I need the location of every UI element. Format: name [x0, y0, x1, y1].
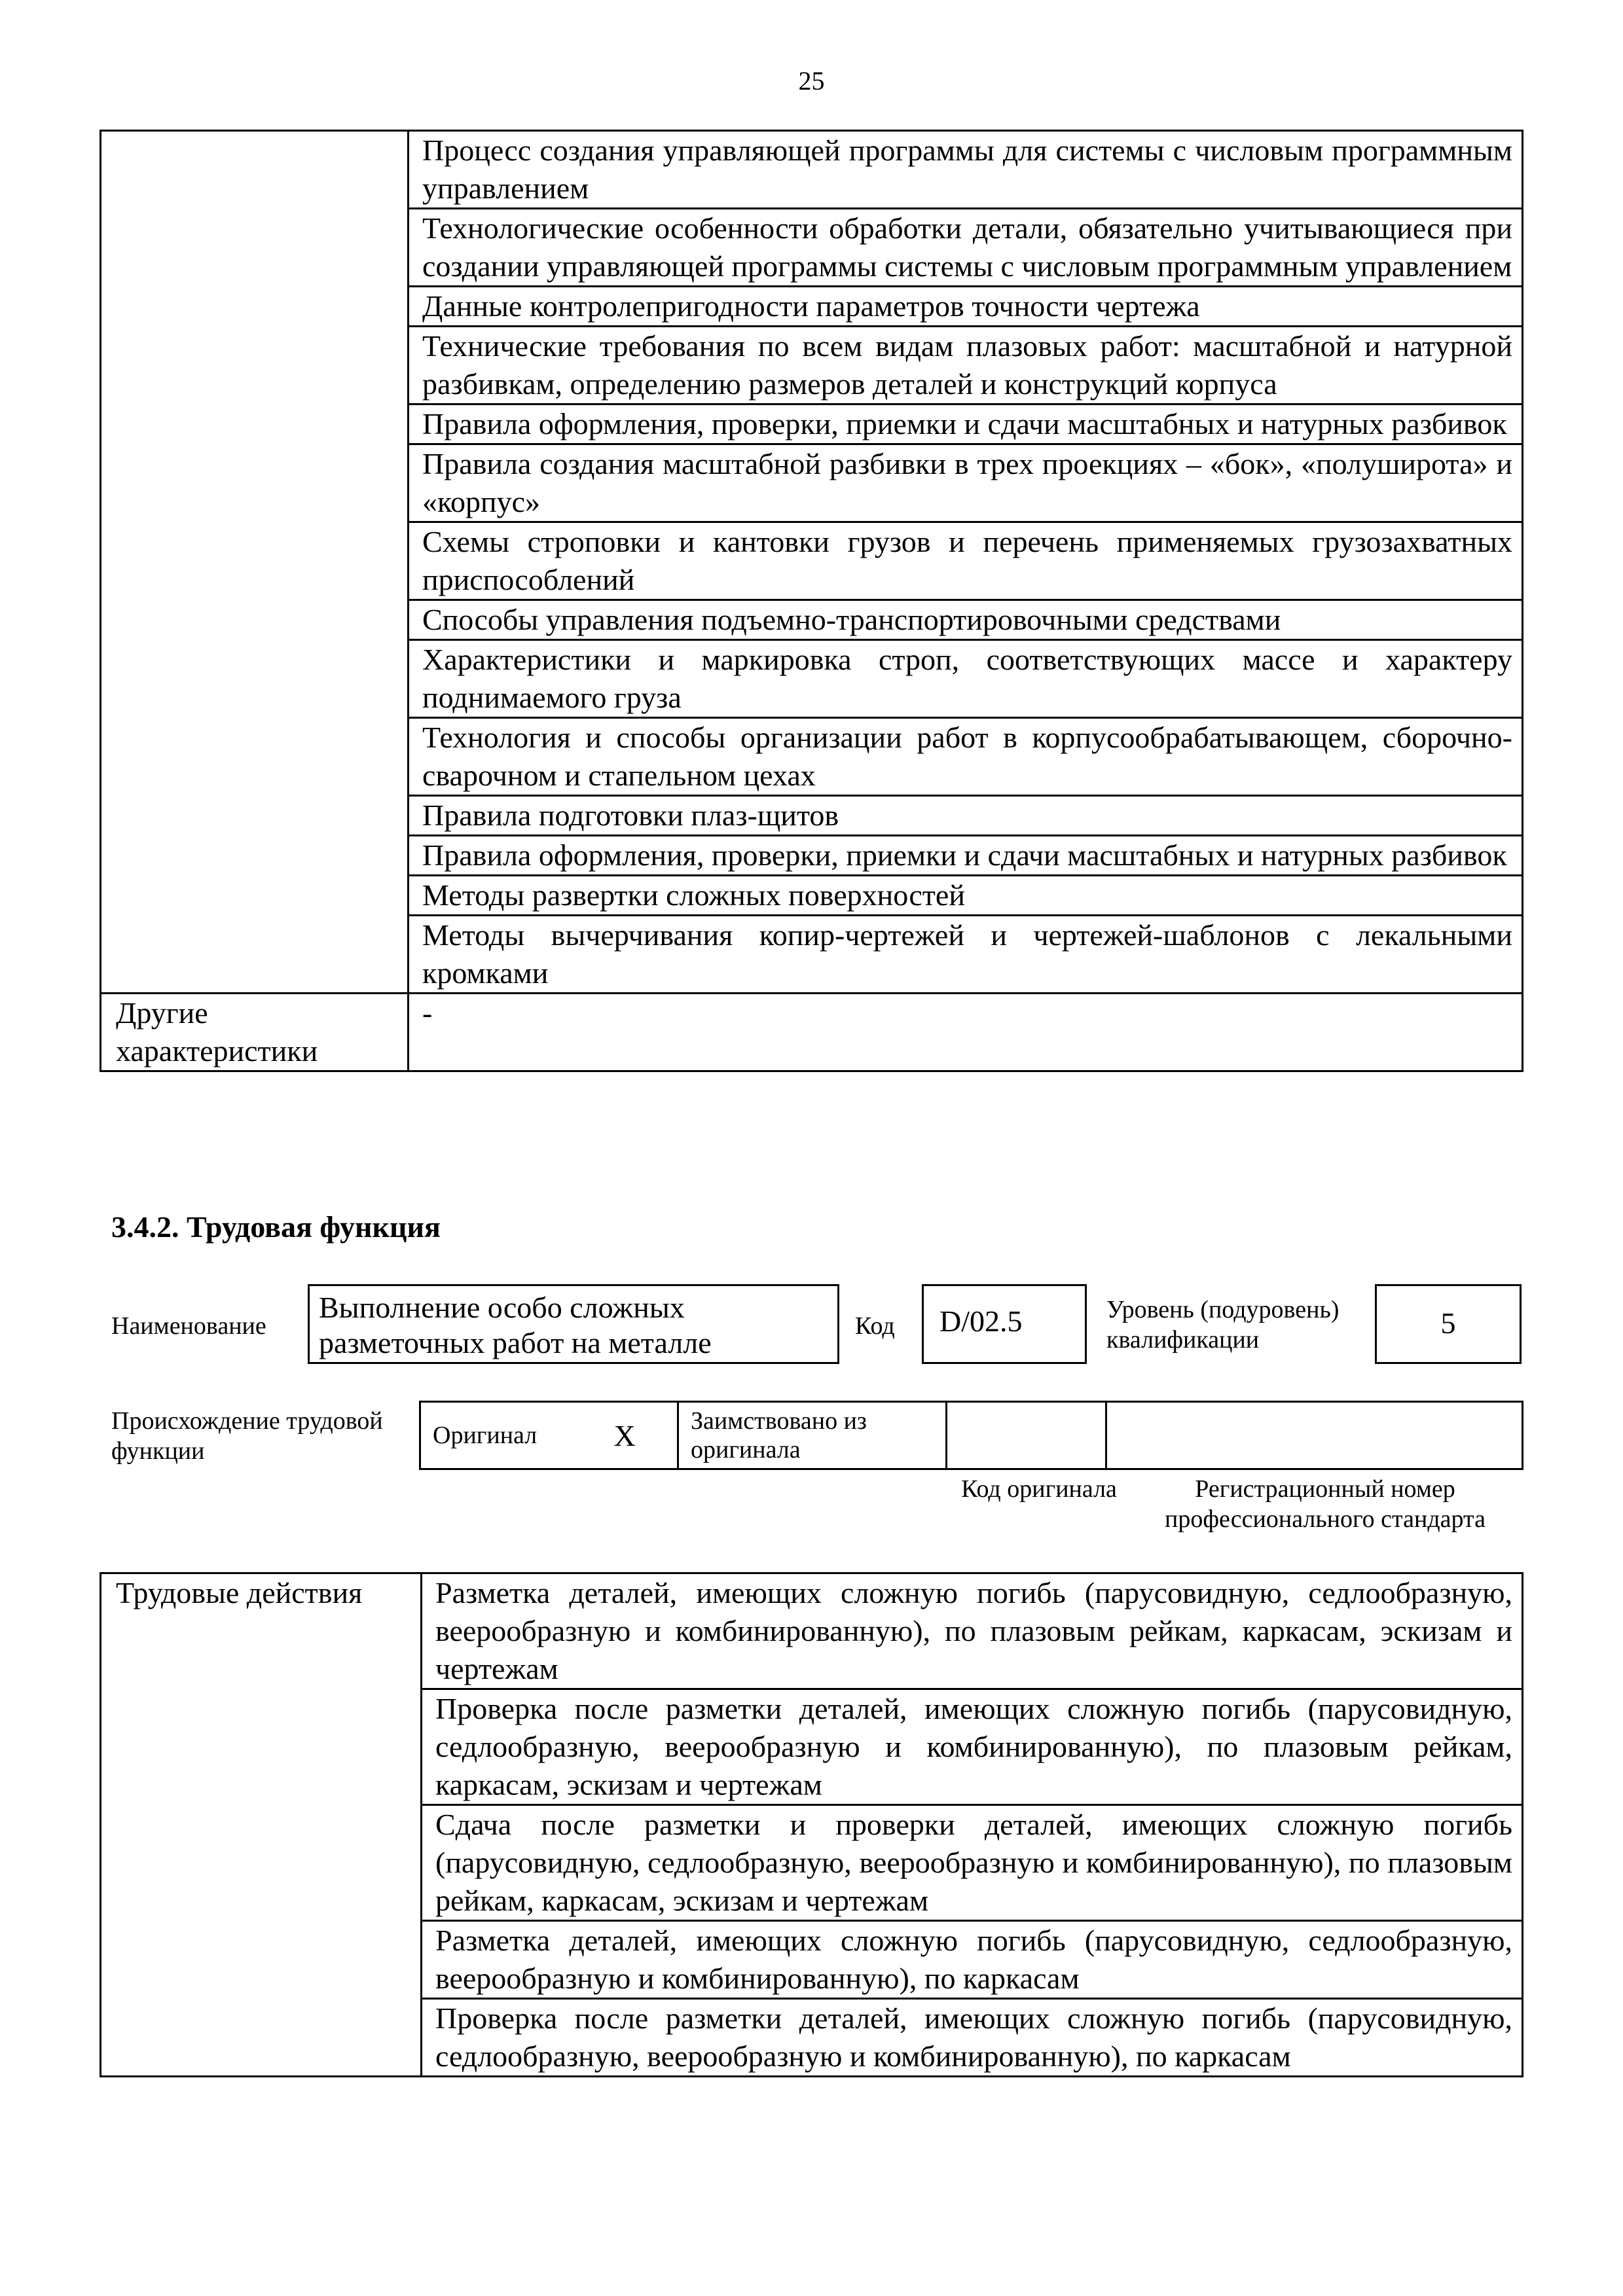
qualification-level-box: 5	[1375, 1284, 1522, 1364]
other-characteristics-value: -	[409, 994, 1523, 1071]
code-caption: Код оригинала	[961, 1475, 1117, 1503]
origin-table	[419, 1401, 1523, 1470]
registration-number-cell	[1106, 1402, 1523, 1469]
origin-label: Происхождение трудовой функции	[111, 1407, 383, 1465]
table-row: Сдача после разметки и проверки деталей, имеющих сложную погибь (парусовидную, седлообразную, веерообразную и комбинированную), по плазовым рейкам, каркасам, эскизам и чертежам	[422, 1805, 1523, 1921]
table-row: Методы вычерчивания копир-чертежей и чертежей-шаблонов с лекальными кромками	[409, 916, 1523, 994]
code-label: Код	[855, 1312, 895, 1340]
page-number: 25	[798, 66, 825, 96]
table-row: Проверка после разметки деталей, имеющих сложную погибь (парусовидную, седлообразную, веерообразную и комбинированную), по плазовым рейкам, каркасам, эскизам и чертежам	[422, 1689, 1523, 1805]
function-code-box: D/02.5	[922, 1284, 1087, 1364]
table-row: Проверка после разметки деталей, имеющих сложную погибь (парусовидную, седлообразную, веерообразную и комбинированную), по каркасам	[422, 1999, 1523, 2077]
original-label: Оригинал	[420, 1402, 602, 1469]
table-row: Разметка деталей, имеющих сложную погибь (парусовидную, седлообразную, веерообразную и комбинированную), по плазовым рейкам, каркасам, эскизам и чертежам	[422, 1573, 1523, 1689]
table-row: Технологические особенности обработки детали, обязательно учитывающиеся при создании управляющей программы системы с числовым программным управлением	[409, 209, 1523, 287]
empty-label-cell	[101, 131, 409, 994]
table-row: Разметка деталей, имеющих сложную погибь (парусовидную, седлообразную, веерообразную и комбинированную), по каркасам	[422, 1921, 1523, 1999]
level-label: Уровень (подуровень) квалификации	[1106, 1296, 1340, 1354]
table-row: Процесс создания управляющей программы для системы с числовым программным управлением	[409, 131, 1523, 209]
table-row: Правила оформления, проверки, приемки и сдачи масштабных и натурных разбивок	[409, 404, 1523, 444]
table-row: Технология и способы организации работ в корпусообрабатывающем, сборочно-сварочном и стапельном цехах	[409, 718, 1523, 796]
name-label: Наименование	[111, 1312, 266, 1340]
labor-actions-table	[100, 1572, 1523, 2077]
table-row: Правила оформления, проверки, приемки и сдачи масштабных и натурных разбивок	[409, 836, 1523, 876]
section-heading: 3.4.2. Трудовая функция	[111, 1210, 441, 1244]
table-row: Способы управления подъемно-транспортировочными средствами	[409, 600, 1523, 640]
borrowed-label: Заимствовано из оригинала	[678, 1402, 947, 1469]
knowledge-table	[100, 130, 1523, 1072]
function-name-box: Выполнение особо сложных разметочных работ на металле	[308, 1284, 839, 1364]
original-mark: X	[602, 1402, 678, 1469]
table-row: Методы развертки сложных поверхностей	[409, 876, 1523, 916]
other-characteristics-label: Другие характеристики	[101, 994, 409, 1071]
table-row: Правила создания масштабной разбивки в трех проекциях – «бок», «полуширота» и «корпус»	[409, 444, 1523, 522]
registration-caption: Регистрационный номер профессионального стандарта	[1165, 1475, 1486, 1533]
labor-actions-label: Трудовые действия	[101, 1573, 422, 2077]
table-row: Данные контролепригодности параметров точности чертежа	[409, 287, 1523, 327]
table-row: Технические требования по всем видам плазовых работ: масштабной и натурной разбивкам, определению размеров деталей и конструкций корпуса	[409, 327, 1523, 404]
table-row: Схемы строповки и кантовки грузов и перечень применяемых грузозахватных приспособлений	[409, 522, 1523, 600]
original-code-cell	[947, 1402, 1106, 1469]
table-row: Характеристики и маркировка строп, соответствующих массе и характеру поднимаемого груза	[409, 640, 1523, 718]
table-row: Правила подготовки плаз-щитов	[409, 796, 1523, 836]
